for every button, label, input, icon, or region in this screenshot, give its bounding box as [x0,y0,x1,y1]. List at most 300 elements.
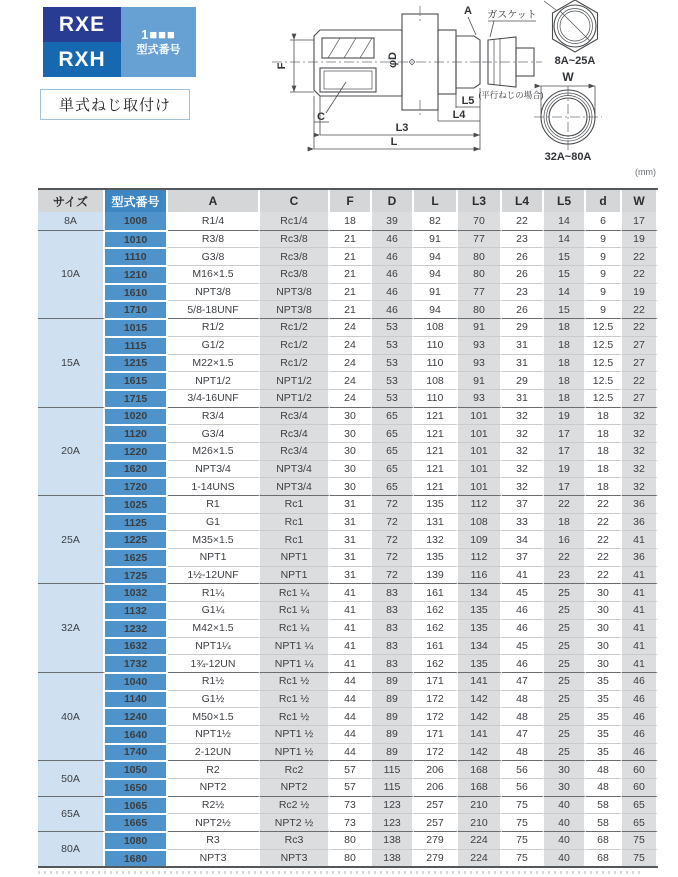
value-cell: 41 [330,637,372,655]
value-cell: 35 [586,690,622,708]
value-cell: 32 [502,407,544,425]
value-cell: 30 [544,760,586,778]
mount-type-label: 単式ねじ取付け [58,97,171,114]
value-cell: 91 [414,283,458,301]
value-cell: 40 [544,849,586,867]
value-cell: Rc2 [260,760,330,778]
value-cell: 75 [502,813,544,831]
value-cell: 121 [414,477,458,495]
value-cell: 83 [372,619,414,637]
value-cell: 26 [502,247,544,265]
value-cell: 22 [544,548,586,566]
value-cell: Rc3/4 [260,407,330,425]
model-number-cell: 1008 [105,212,168,230]
value-cell: 12.5 [586,389,622,407]
value-cell: 115 [372,760,414,778]
value-cell: Rc1 [260,513,330,531]
value-cell: 31 [502,336,544,354]
value-cell: 41 [622,601,658,619]
value-cell: 77 [458,283,502,301]
model-number-cell: 1140 [105,690,168,708]
value-cell: 72 [372,566,414,584]
value-cell: 110 [414,389,458,407]
value-cell: 46 [622,743,658,761]
value-cell: NPT2 ½ [260,813,330,831]
value-cell: Rc3/4 [260,424,330,442]
value-cell: 135 [458,654,502,672]
value-cell: 18 [330,212,372,230]
value-cell: NPT2 [168,778,260,796]
value-cell: 171 [414,725,458,743]
value-cell: 12.5 [586,371,622,389]
value-cell: 75 [502,796,544,814]
table-row [38,831,658,849]
model-number-cell: 1610 [105,283,168,301]
value-cell: 41 [622,654,658,672]
value-cell: 45 [502,583,544,601]
value-cell: 27 [622,389,658,407]
value-cell: M42×1.5 [168,619,260,637]
value-cell: 15 [544,300,586,318]
table-row [38,637,658,655]
value-cell: 18 [586,424,622,442]
value-cell: 46 [622,725,658,743]
dimension-annotations [276,5,480,150]
value-cell: 40 [544,813,586,831]
value-cell: 46 [622,672,658,690]
spec-table-body [38,212,658,866]
value-cell: 101 [458,477,502,495]
value-cell: 36 [622,495,658,513]
table-row [38,460,658,478]
value-cell: 109 [458,530,502,548]
value-cell: NPT1/2 [168,371,260,389]
value-cell: 27 [622,354,658,372]
table-row [38,212,658,230]
value-cell: 134 [458,583,502,601]
value-cell: Rc3/8 [260,230,330,248]
value-cell: 40 [544,831,586,849]
value-cell: 9 [586,300,622,318]
value-cell: M50×1.5 [168,707,260,725]
table-row [38,654,658,672]
value-cell: 31 [330,548,372,566]
value-cell: 172 [414,690,458,708]
value-cell: 46 [372,283,414,301]
value-cell: 72 [372,548,414,566]
column-header: サイズ [38,190,105,212]
value-cell: 21 [330,230,372,248]
value-cell: 22 [502,212,544,230]
value-cell: 25 [544,743,586,761]
value-cell: 25 [544,654,586,672]
value-cell: 2-12UN [168,743,260,761]
value-cell: Rc3/8 [260,247,330,265]
value-cell: G1/2 [168,336,260,354]
value-cell: Rc1 ¼ [260,601,330,619]
table-row [38,354,658,372]
value-cell: G1½ [168,690,260,708]
value-cell: 44 [330,743,372,761]
value-cell: 162 [414,654,458,672]
value-cell: 94 [414,300,458,318]
model-number-cell: 1210 [105,265,168,283]
value-cell: 44 [330,707,372,725]
value-cell: NPT1¼ [168,637,260,655]
value-cell: 41 [622,637,658,655]
value-cell: 172 [414,707,458,725]
value-cell: 36 [622,513,658,531]
model-number-cell: 1040 [105,672,168,690]
value-cell: 58 [586,813,622,831]
model-number-cell: 1740 [105,743,168,761]
value-cell: 32 [622,424,658,442]
model-number-cell: 1065 [105,796,168,814]
value-cell: NPT1½ [168,725,260,743]
value-cell: 48 [586,760,622,778]
value-cell: 22 [586,548,622,566]
value-cell: 31 [502,354,544,372]
value-cell: 31 [502,389,544,407]
value-cell: R1/2 [168,318,260,336]
model-number-cell: 1215 [105,354,168,372]
value-cell: Rc3/4 [260,442,330,460]
size-cell: 25A [38,495,105,583]
value-cell: 121 [414,442,458,460]
value-cell: 14 [544,283,586,301]
value-cell: 16 [544,530,586,548]
value-cell: 138 [372,831,414,849]
table-row [38,619,658,637]
value-cell: 24 [330,389,372,407]
value-cell: 46 [372,300,414,318]
value-cell: 37 [502,548,544,566]
size-cell: 20A [38,407,105,495]
value-cell: 30 [330,442,372,460]
dim-w-label: W [562,70,574,84]
value-cell: 135 [458,619,502,637]
value-cell: 89 [372,707,414,725]
value-cell: 30 [544,778,586,796]
model-number-cell: 1110 [105,247,168,265]
value-cell: 135 [458,601,502,619]
value-cell: 41 [330,601,372,619]
value-cell: Rc1 ½ [260,707,330,725]
value-cell: 21 [330,247,372,265]
model-number-cell: 1015 [105,318,168,336]
table-row [38,548,658,566]
value-cell: Rc1/2 [260,318,330,336]
value-cell: 22 [622,247,658,265]
mount-type-box [40,89,190,120]
value-cell: 21 [330,283,372,301]
value-cell: Rc1 [260,495,330,513]
value-cell: 91 [458,371,502,389]
value-cell: 101 [458,460,502,478]
value-cell: 112 [458,548,502,566]
value-cell: Rc1 ½ [260,690,330,708]
value-cell: 9 [586,283,622,301]
table-row [38,813,658,831]
value-cell: NPT3/8 [260,300,330,318]
value-cell: 139 [414,566,458,584]
value-cell: 58 [586,796,622,814]
value-cell: 9 [586,247,622,265]
table-row [38,725,658,743]
value-cell: 34 [502,530,544,548]
value-cell: M26×1.5 [168,442,260,460]
value-cell: 3/4-16UNF [168,389,260,407]
value-cell: NPT3/4 [260,460,330,478]
value-cell: 14 [544,230,586,248]
model-number-cell: 1020 [105,407,168,425]
value-cell: 22 [622,318,658,336]
value-cell: R3 [168,831,260,849]
value-cell: 32 [622,407,658,425]
value-cell: 53 [372,318,414,336]
value-cell: 1¾-12UN [168,654,260,672]
value-cell: NPT1 [260,566,330,584]
unit-note: (mm) [635,167,656,177]
value-cell: 93 [458,336,502,354]
size-cell: 50A [38,760,105,795]
column-header: L5 [544,190,586,212]
value-cell: 161 [414,583,458,601]
value-cell: 210 [458,796,502,814]
value-cell: 89 [372,743,414,761]
model-number-cell: 1080 [105,831,168,849]
value-cell: 210 [458,813,502,831]
value-cell: NPT3 [260,849,330,867]
value-cell: 72 [372,513,414,531]
value-cell: 93 [458,354,502,372]
value-cell: G3/8 [168,247,260,265]
value-cell: 41 [622,530,658,548]
value-cell: 26 [502,300,544,318]
value-cell: 83 [372,654,414,672]
table-row [38,796,658,814]
value-cell: 46 [372,247,414,265]
size-cell: 10A [38,230,105,318]
column-header: L3 [458,190,502,212]
value-cell: 206 [414,778,458,796]
table-row [38,760,658,778]
value-cell: 91 [458,318,502,336]
table-row [38,407,658,425]
value-cell: 134 [458,637,502,655]
value-cell: 35 [586,725,622,743]
table-row [38,495,658,513]
model-number-cell: 1680 [105,849,168,867]
value-cell: 142 [458,690,502,708]
value-cell: 14 [544,212,586,230]
value-cell: 53 [372,371,414,389]
value-cell: 82 [414,212,458,230]
value-cell: 65 [372,477,414,495]
table-row [38,513,658,531]
value-cell: 30 [586,637,622,655]
value-cell: NPT1 [260,548,330,566]
value-cell: 31 [330,530,372,548]
value-cell: 83 [372,637,414,655]
column-header: d [586,190,622,212]
value-cell: 41 [622,619,658,637]
value-cell: 123 [372,813,414,831]
value-cell: 6 [586,212,622,230]
value-cell: G1 [168,513,260,531]
column-header: A [168,190,260,212]
table-row [38,849,658,867]
value-cell: 30 [586,583,622,601]
value-cell: 32 [622,460,658,478]
value-cell: 224 [458,831,502,849]
value-cell: 73 [330,796,372,814]
value-cell: 91 [414,230,458,248]
value-cell: 33 [502,513,544,531]
model-number-cell: 1050 [105,760,168,778]
table-row [38,442,658,460]
value-cell: Rc1/2 [260,354,330,372]
value-cell: 32 [622,477,658,495]
table-row [38,743,658,761]
size-cell: 15A [38,318,105,406]
value-cell: 132 [414,530,458,548]
hex-end-view [544,0,598,67]
value-cell: 135 [414,495,458,513]
value-cell: 32 [622,442,658,460]
dim-a-label: A [464,5,472,17]
value-cell: 19 [622,283,658,301]
value-cell: 123 [372,796,414,814]
value-cell: 279 [414,831,458,849]
model-number-cell: 1232 [105,619,168,637]
value-cell: 25 [544,707,586,725]
model-number-cell: 1025 [105,495,168,513]
value-cell: 18 [544,318,586,336]
value-cell: 19 [622,230,658,248]
dim-l3-label: L3 [395,122,409,134]
value-cell: 53 [372,389,414,407]
value-cell: 110 [414,336,458,354]
value-cell: 1-14UNS [168,477,260,495]
value-cell: 70 [458,212,502,230]
value-cell: 41 [330,654,372,672]
value-cell: 47 [502,725,544,743]
value-cell: 1½-12UNF [168,566,260,584]
value-cell: 80 [330,849,372,867]
value-cell: 9 [586,230,622,248]
value-cell: 18 [544,513,586,531]
model-number-cell: 1732 [105,654,168,672]
size-cell: 40A [38,672,105,760]
table-row [38,336,658,354]
model-number-cell: 1632 [105,637,168,655]
dim-f-label: F [276,62,288,70]
spec-table-container [38,188,658,868]
column-header: D [372,190,414,212]
value-cell: 41 [330,619,372,637]
value-cell: 138 [372,849,414,867]
value-cell: 18 [544,336,586,354]
value-cell: 22 [586,566,622,584]
model-number-cell: 1240 [105,707,168,725]
value-cell: R1/4 [168,212,260,230]
table-row [38,283,658,301]
model-number-cell: 1032 [105,583,168,601]
dim-phid-label: φD [387,52,399,68]
value-cell: 22 [586,495,622,513]
value-cell: 110 [414,354,458,372]
value-cell: 65 [372,442,414,460]
value-cell: 46 [502,601,544,619]
value-cell: 30 [330,460,372,478]
value-cell: 5/8-18UNF [168,300,260,318]
value-cell: 162 [414,619,458,637]
value-cell: 22 [622,300,658,318]
value-cell: 65 [372,407,414,425]
value-cell: 116 [458,566,502,584]
value-cell: M22×1.5 [168,354,260,372]
table-row [38,424,658,442]
table-row [38,707,658,725]
model-number-cell: 1640 [105,725,168,743]
value-cell: 48 [502,743,544,761]
value-cell: 29 [502,371,544,389]
table-row [38,318,658,336]
value-cell: M16×1.5 [168,265,260,283]
value-cell: 89 [372,672,414,690]
value-cell: 17 [544,442,586,460]
value-cell: 75 [622,849,658,867]
value-cell: 17 [544,424,586,442]
table-row [38,530,658,548]
model-number-cell: 1725 [105,566,168,584]
value-cell: 75 [622,831,658,849]
value-cell: 32 [502,477,544,495]
model-series-badge [43,7,196,77]
value-cell: 18 [544,389,586,407]
header-row [38,190,658,212]
value-cell: 12.5 [586,336,622,354]
model-number-cell: 1115 [105,336,168,354]
size-cell: 65A [38,796,105,831]
value-cell: 56 [502,778,544,796]
series-rxe-label: RXE [43,7,121,42]
column-header: L4 [502,190,544,212]
value-cell: 24 [330,318,372,336]
value-cell: M35×1.5 [168,530,260,548]
value-cell: 22 [544,495,586,513]
value-cell: 35 [586,743,622,761]
value-cell: NPT1/2 [260,371,330,389]
value-cell: 115 [372,778,414,796]
value-cell: NPT2 [260,778,330,796]
value-cell: 22 [622,265,658,283]
value-cell: 18 [586,460,622,478]
value-cell: 73 [330,813,372,831]
value-cell: NPT2½ [168,813,260,831]
spec-table [38,188,658,868]
value-cell: 30 [586,619,622,637]
value-cell: Rc1/4 [260,212,330,230]
value-cell: NPT3/8 [168,283,260,301]
value-cell: 141 [458,725,502,743]
value-cell: 25 [544,583,586,601]
value-cell: 121 [414,460,458,478]
value-cell: Rc1 ¼ [260,583,330,601]
value-cell: 35 [586,707,622,725]
value-cell: 101 [458,424,502,442]
